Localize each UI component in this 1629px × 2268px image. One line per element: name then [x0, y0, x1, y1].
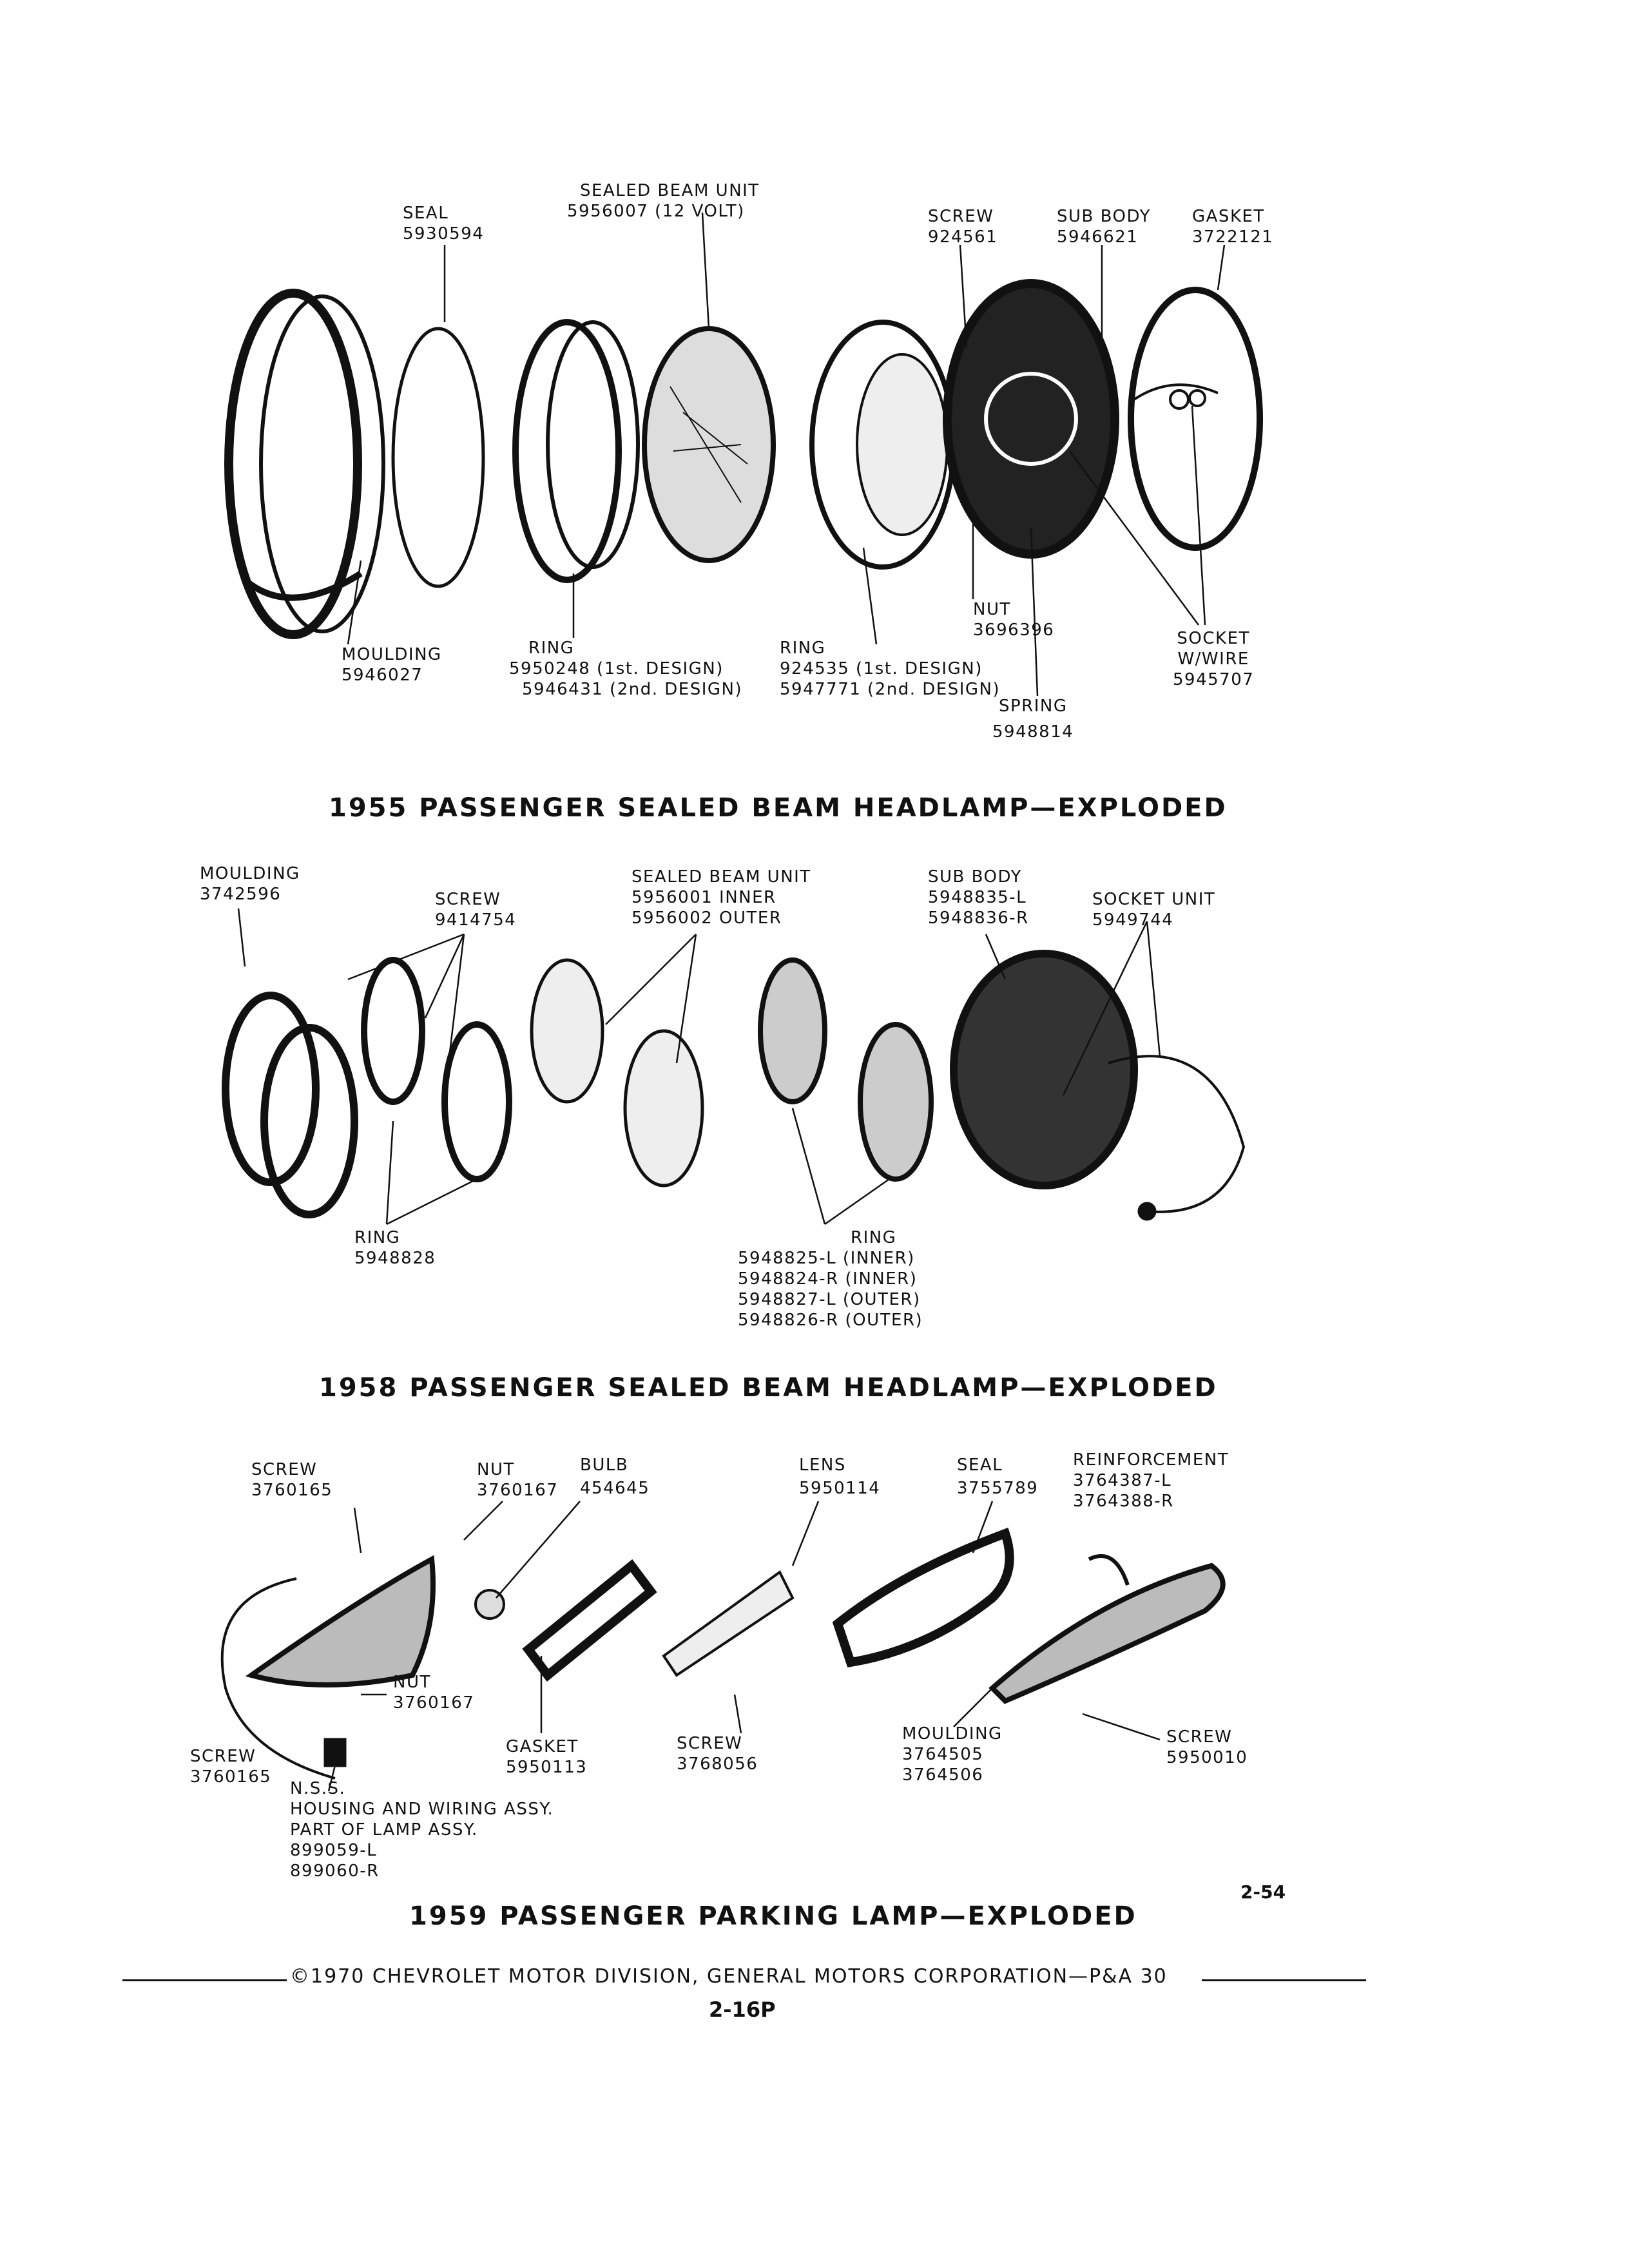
ring-part-1955-b [812, 322, 954, 567]
label-1955-ring-b: RING 924535 (1st. DESIGN) 5947771 (2nd. DESIGN) [780, 639, 1001, 699]
label-1959-screw-left: SCREW 3760165 [190, 1747, 272, 1787]
label-1959-gasket: GASKET 5950113 [506, 1737, 588, 1777]
label-1959-screw-right: SCREW 5950010 [1166, 1727, 1248, 1767]
label-1958-sub-body: SUB BODY 5948835-L 5948836-R [928, 867, 1029, 928]
page-number: 2-16P [709, 1997, 776, 2022]
sealed-beam-part-1955 [644, 329, 773, 561]
gasket-part-1959 [528, 1566, 651, 1675]
label-1958-ring-b: 5948825-L (INNER) 5948824-R (INNER) 5948827-L (OUTER) 5948826-R (OUTER) [738, 1249, 923, 1330]
title-1959: 1959 PASSENGER PARKING LAMP—EXPLODED [409, 1901, 1137, 1931]
label-1955-socket: SOCKET W/WIRE 5945707 [1173, 629, 1255, 689]
label-1959-housing: N.S.S. HOUSING AND WIRING ASSY. PART OF LAMP ASSY. 899059-L 899060-R [290, 1779, 554, 1881]
lens-part-1959 [664, 1572, 793, 1675]
label-1959-lens: LENS 5950114 [799, 1456, 881, 1498]
label-1958-socket-unit: SOCKET UNIT 5949744 [1092, 890, 1216, 930]
gasket-part-1955 [1131, 290, 1260, 548]
title-1958: 1958 PASSENGER SEALED BEAM HEADLAMP—EXPLODED [319, 1373, 1218, 1403]
label-1955-spring: SPRING 5948814 [992, 697, 1074, 742]
label-1958-ring-a: RING 5948828 [354, 1228, 436, 1268]
label-1955-gasket: GASKET 3722121 [1192, 207, 1274, 247]
label-1955-seal: SEAL 5930594 [403, 204, 485, 244]
label-1959-nut-mid: NUT 3760167 [393, 1673, 475, 1713]
title-1955: 1955 PASSENGER SEALED BEAM HEADLAMP—EXPLODED [329, 793, 1228, 823]
seal-part-1955 [393, 329, 483, 586]
label-1958-ring-b-title: RING [851, 1228, 897, 1247]
label-1955-sealed-beam: SEALED BEAM UNIT 5956007 (12 VOLT) [567, 181, 760, 221]
moulding-part-1958 [226, 995, 354, 1215]
moulding-part-1959 [992, 1566, 1223, 1701]
diagram-1958-parts [226, 908, 1244, 1224]
footer-copyright: ©1970 CHEVROLET MOTOR DIVISION, GENERAL MOTORS CORPORATION—P&A 30 [290, 1965, 1168, 1988]
ring-part-1958-b [760, 960, 931, 1179]
label-1959-moulding: MOULDING 3764505 3764506 [902, 1724, 1003, 1785]
label-1959-reinforcement: REINFORCEMENT 3764387-L 3764388-R [1073, 1450, 1229, 1511]
label-1959-screw-mid: SCREW 3768056 [677, 1734, 758, 1774]
label-1959-screw-top: SCREW 3760165 [251, 1460, 333, 1500]
label-1959-nut-top: NUT 3760167 [477, 1460, 559, 1500]
ring-part-1955-a [516, 322, 638, 580]
section-number: 2-54 [1240, 1881, 1286, 1903]
sub-body-part-1958 [954, 954, 1244, 1219]
label-1955-nut: NUT 3696396 [973, 600, 1055, 640]
seal-part-1959 [838, 1533, 1010, 1662]
housing-part-1959 [222, 1559, 433, 1778]
footer-rule-left [122, 1979, 287, 1981]
diagram-1955-parts [229, 213, 1260, 696]
sub-body-part-1955 [947, 284, 1115, 554]
label-1958-screw: SCREW 9414754 [435, 890, 517, 930]
reinforcement-part-1959 [1089, 1556, 1128, 1585]
label-1955-moulding: MOULDING 5946027 [342, 645, 442, 685]
label-1955-sub-body: SUB BODY 5946621 [1057, 207, 1151, 247]
label-1955-ring-a: RING 5950248 (1st. DESIGN) 5946431 (2nd. DESIGN) [509, 639, 743, 699]
label-1958-sealed-beam: SEALED BEAM UNIT 5956001 INNER 5956002 OUTER [631, 867, 811, 928]
label-1955-screw: SCREW 924561 [928, 207, 998, 247]
moulding-part-1955 [229, 293, 383, 635]
label-1959-seal: SEAL 3755789 [957, 1456, 1039, 1498]
label-1959-bulb: BULB 454645 [580, 1456, 650, 1498]
label-1958-moulding: MOULDING 3742596 [200, 864, 300, 904]
footer-rule-right [1202, 1979, 1366, 1981]
sealed-beam-part-1958 [532, 960, 702, 1186]
